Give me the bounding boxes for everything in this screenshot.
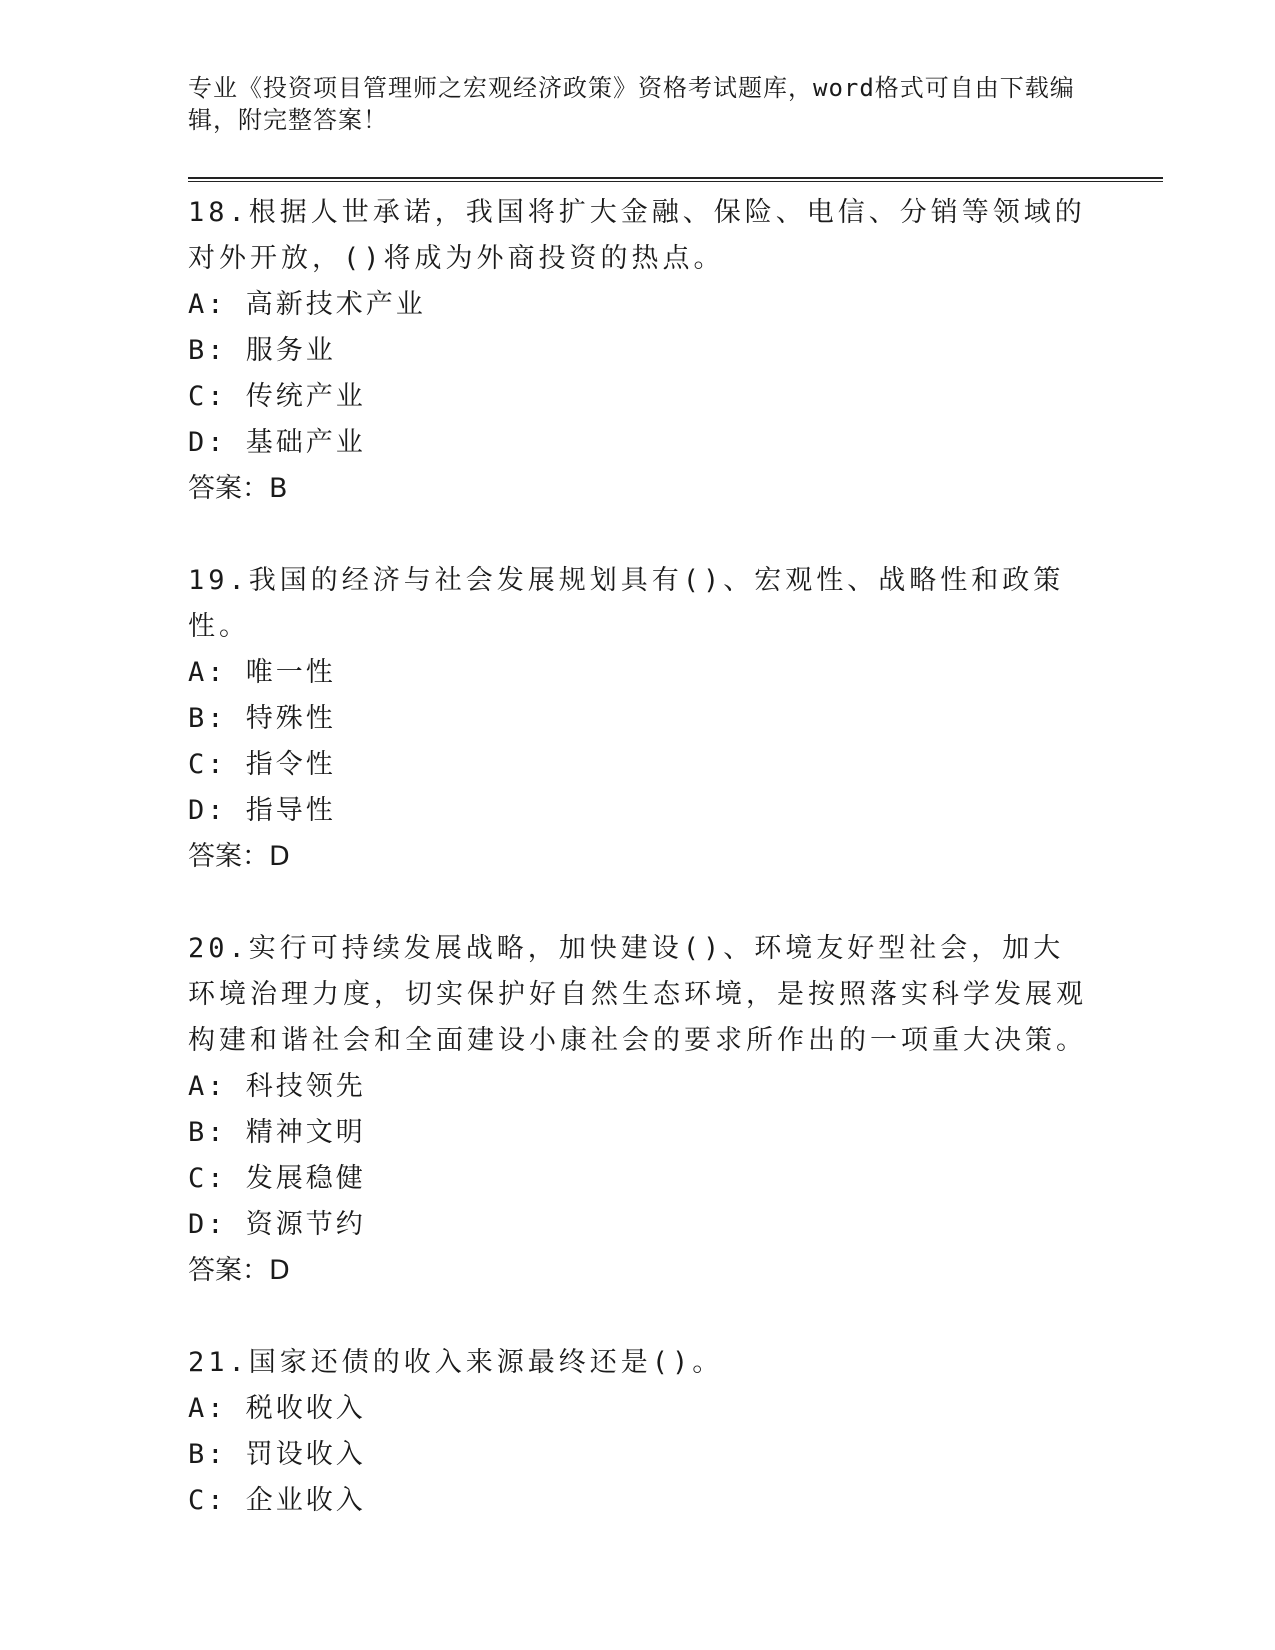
option-a: A: 唯一性 xyxy=(188,657,336,688)
question-20 xyxy=(188,926,1088,1294)
option-b: B: 精神文明 xyxy=(188,1117,366,1148)
header-divider xyxy=(188,177,1163,182)
question-19 xyxy=(188,558,1088,880)
option-c: C: 发展稳健 xyxy=(188,1163,366,1194)
question-list xyxy=(188,190,1088,1570)
option-b: B: 特殊性 xyxy=(188,703,336,734)
question-text: 21.国家还债的收入来源最终还是()。 xyxy=(188,1347,724,1378)
option-d: D: 指导性 xyxy=(188,795,336,826)
option-b: B: 罚设收入 xyxy=(188,1439,366,1470)
question-text: 19.我国的经济与社会发展规划具有()、宏观性、战略性和政策性。 xyxy=(188,565,1065,642)
answer-line: 答案：D xyxy=(188,841,290,872)
option-b: B: 服务业 xyxy=(188,335,336,366)
document-intro: 专业《投资项目管理师之宏观经济政策》资格考试题库，word格式可自由下载编辑，附完整答案！ xyxy=(188,74,1075,134)
option-c: C: 指令性 xyxy=(188,749,336,780)
question-21 xyxy=(188,1340,1088,1524)
answer-line: 答案：D xyxy=(188,1255,290,1286)
option-a: A: 高新技术产业 xyxy=(188,289,426,320)
question-text: 20.实行可持续发展战略，加快建设()、环境友好型社会，加大环境治理力度，切实保护好自然生态环境，是按照落实科学发展观构建和谐社会和全面建设小康社会的要求所作出的一项重大决策。 xyxy=(188,933,1087,1056)
option-a: A: 科技领先 xyxy=(188,1071,366,1102)
answer-line: 答案：B xyxy=(188,473,288,504)
option-c: C: 传统产业 xyxy=(188,381,366,412)
question-text: 18.根据人世承诺，我国将扩大金融、保险、电信、分销等领域的对外开放，()将成为外商投资的热点。 xyxy=(188,197,1086,274)
option-d: D: 资源节约 xyxy=(188,1209,366,1240)
option-d: D: 基础产业 xyxy=(188,427,366,458)
option-c: C: 企业收入 xyxy=(188,1485,366,1516)
option-a: A: 税收收入 xyxy=(188,1393,366,1424)
question-18 xyxy=(188,190,1088,512)
